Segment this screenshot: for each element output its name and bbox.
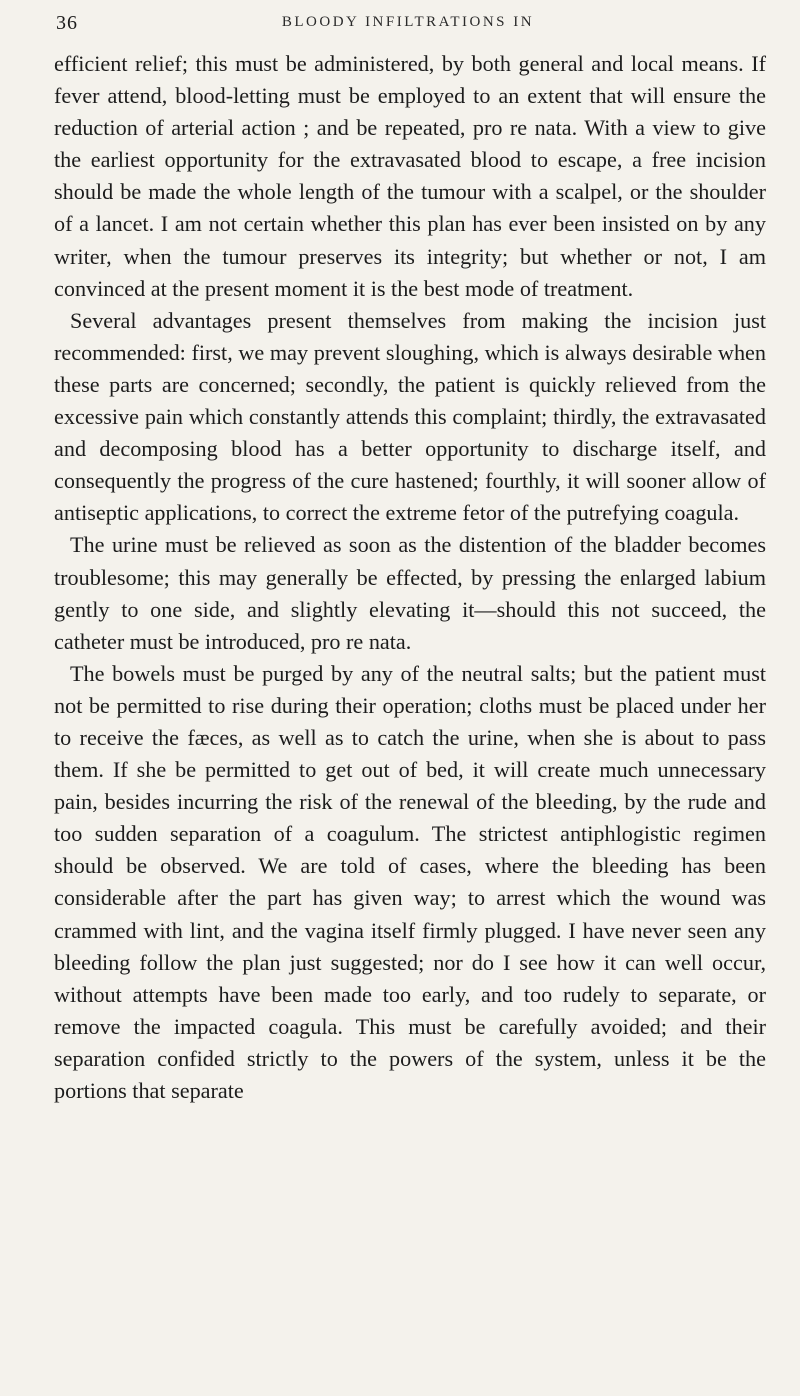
paragraph: The bowels must be purged by any of the neutral salts; but the patient must not be permitted to rise during their operation; cloths must be placed under her to receive the fæces, as well as to catch the urine, when she is about to pass them. If she be permitted to get out of bed, it will create much unnecessary pain, besides incurring the risk of the renewal of the bleeding, by the rude and too sudden separation of a coagulum. The strictest antiphlogistic regimen should be observed. We are told of cases, where the bleeding has been considerable after the part has given way; to arrest which the wound was crammed with lint, and the vagina itself firmly plugged. I have never seen any bleeding follow the plan just suggested; nor do I see how it can well occur, without attempts have been made too early, and too rudely to separate, or remove the impacted coagula. This must be carefully avoided; and their separation confided strictly to the powers of the system, unless it be the portions that separate — [54, 660, 766, 1103]
running-title: BLOODY INFILTRATIONS IN — [281, 14, 535, 30]
page-number: 36 — [56, 12, 78, 34]
paragraph: efficient relief; this must be administered, by both general and local means. If fever attend, blood-letting must be employed to an extent that will ensure the reduction of arterial action ; and be repeated, pro re nata. With a view to give the earliest opportunity for the extravasated blood to escape, a free incision should be made the whole length of the tumour with a scalpel, or the shoulder of a lancet. I am not certain whether this plan has ever been insisted on by any writer, when the tumour preserves its integrity; but whether or not, I am convinced at the present moment it is the best mode of treatment. — [54, 51, 766, 301]
paragraph: The urine must be relieved as soon as the distention of the bladder becomes troublesome; this may generally be effected, by pressing the enlarged labium gently to one side, and slightly elevating it—should this not succeed, the catheter must be introduced, pro re nata. — [54, 532, 766, 654]
body-text — [54, 48, 766, 1107]
running-head — [56, 12, 760, 42]
paragraph: Several advantages present themselves from making the incision just recommended: first, we may prevent sloughing, which is always desirable when these parts are concerned; secondly, the patient is quickly relieved from the excessive pain which constantly attends this complaint; thirdly, the extravasated and decomposing blood has a better opportunity to discharge itself, and consequently the progress of the cure hastened; fourthly, it will sooner allow of antiseptic applications, to correct the extreme fetor of the putrefying coagula. — [54, 307, 766, 526]
